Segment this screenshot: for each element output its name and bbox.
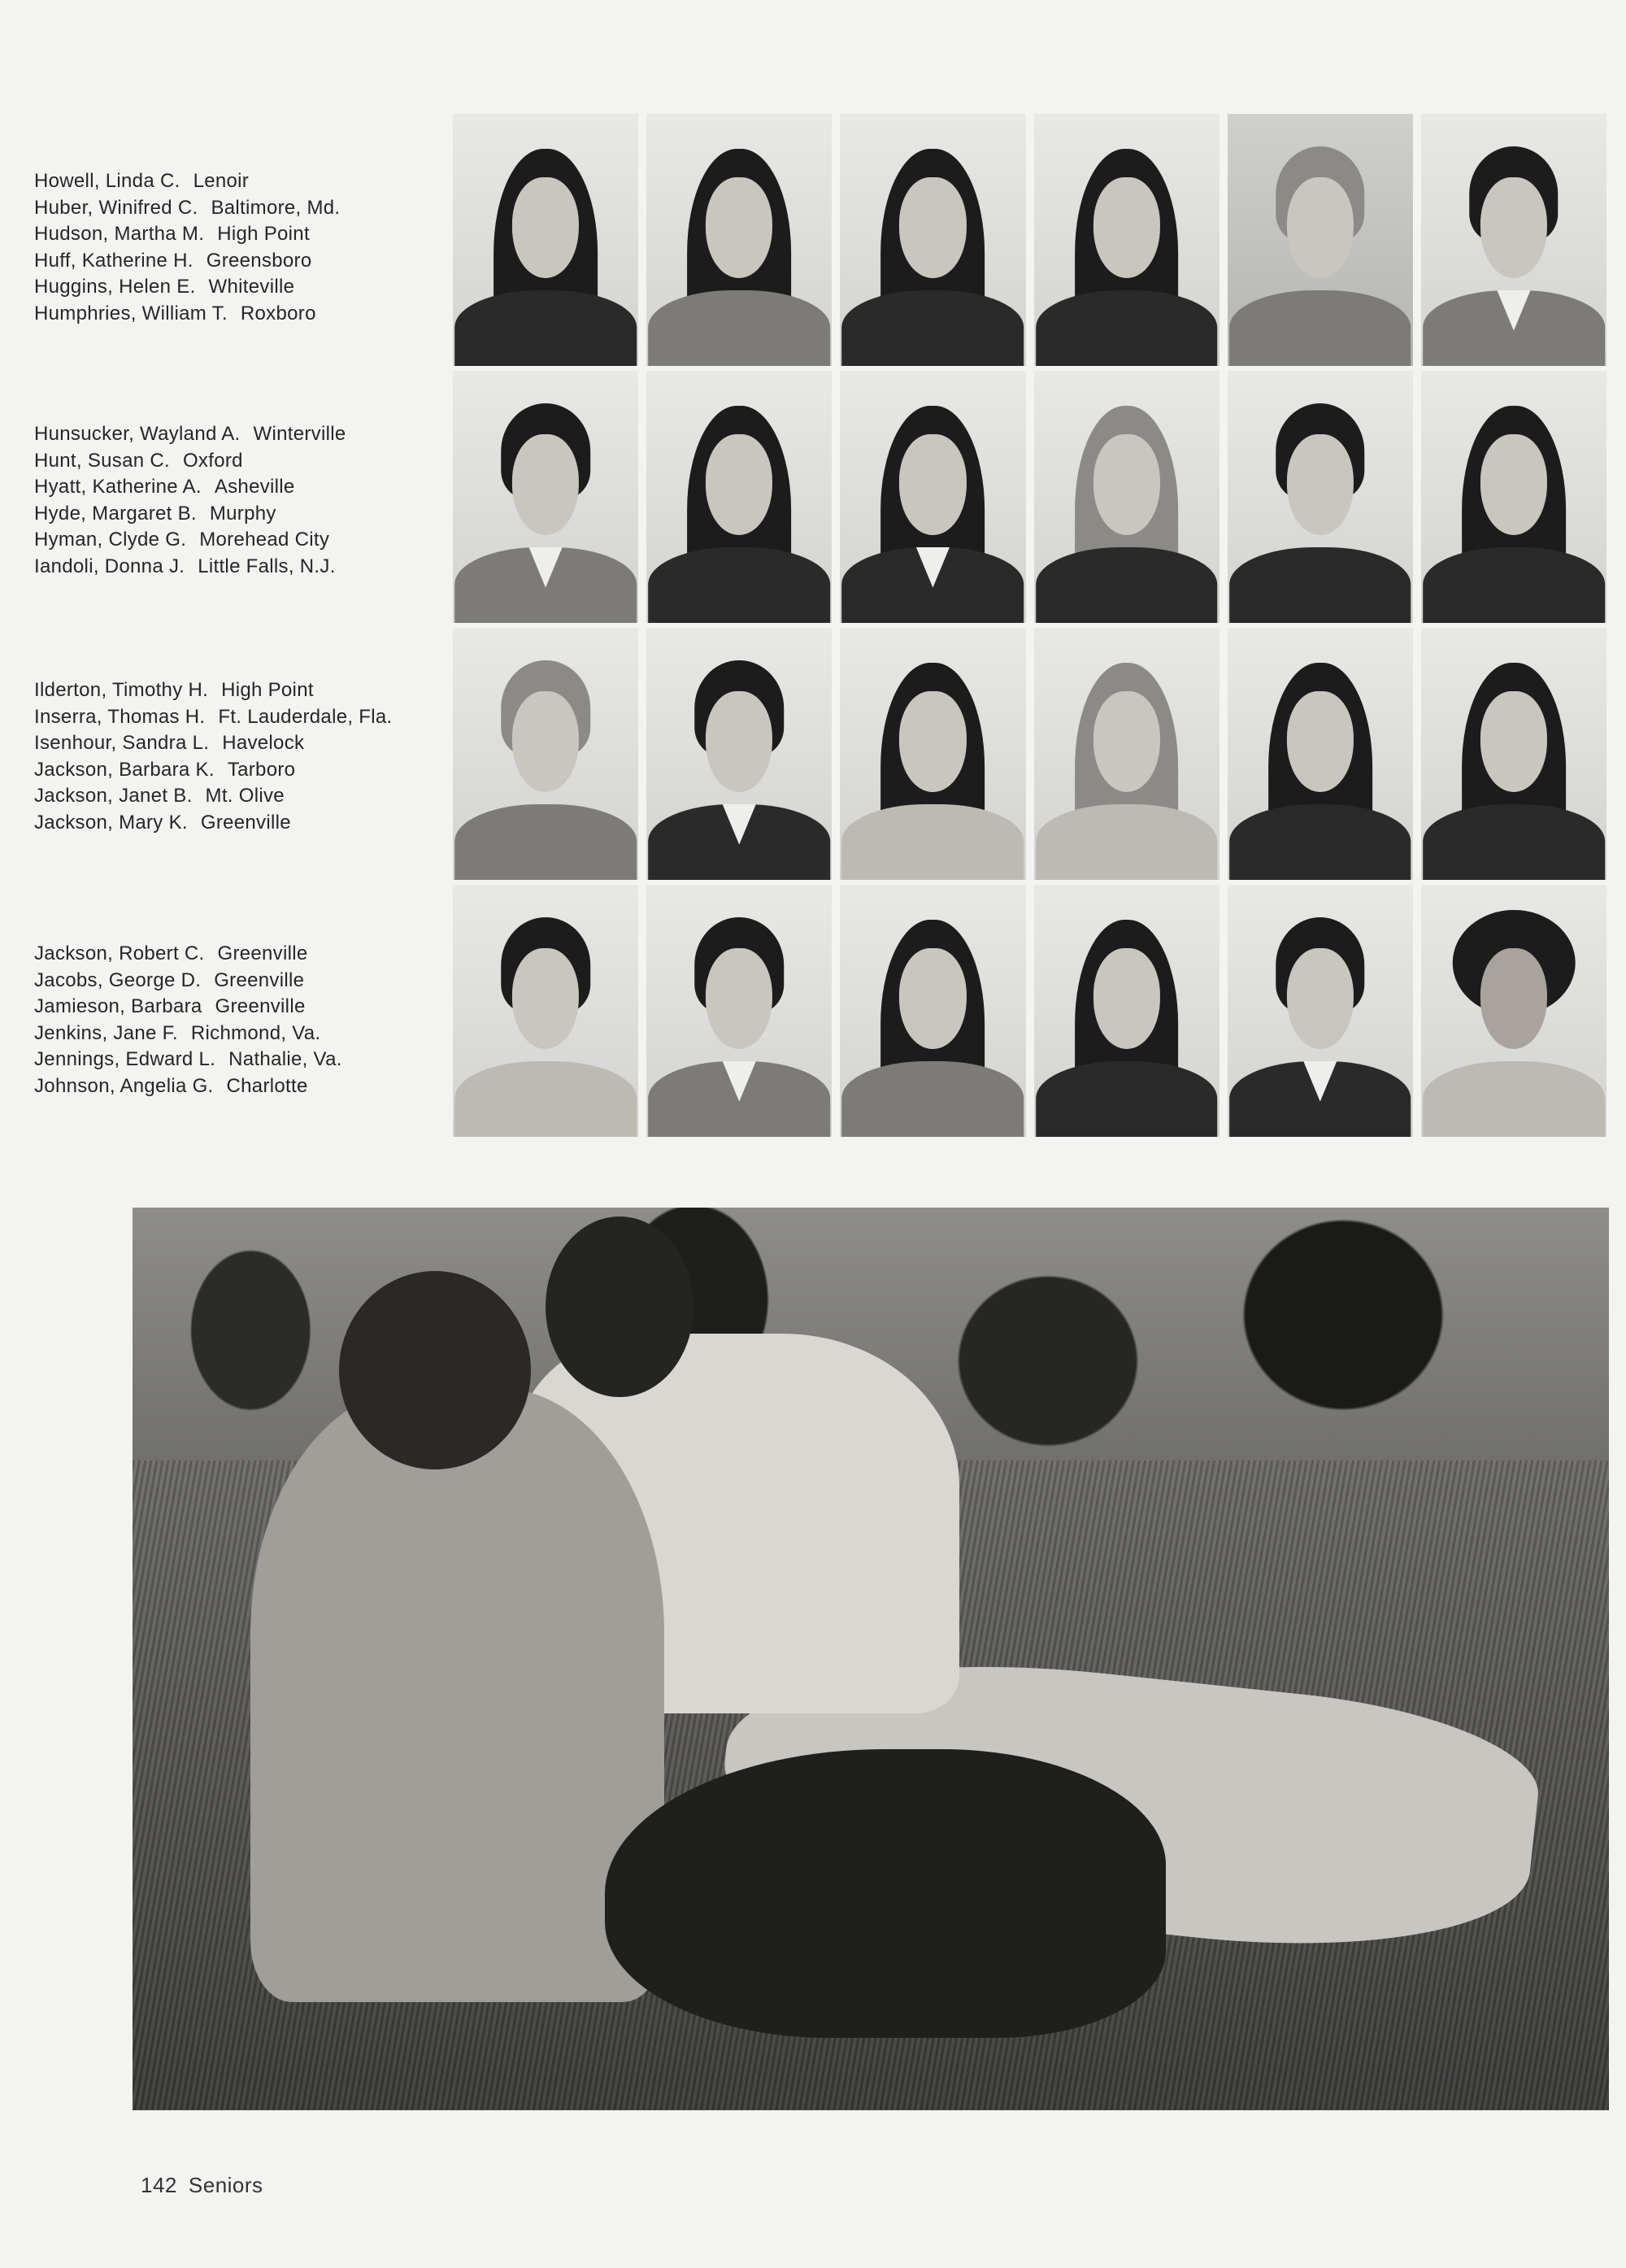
portrait-photo <box>1421 628 1606 880</box>
name-entry: Huff, Katherine H. Greensboro <box>34 249 312 272</box>
portrait-photo <box>646 371 832 623</box>
name-entry: Jackson, Barbara K. Tarboro <box>34 758 296 781</box>
name-entry: Isenhour, Sandra L. Havelock <box>34 732 305 754</box>
name-entry: Jackson, Mary K. Greenville <box>34 811 291 834</box>
portrait-photo <box>1034 628 1220 880</box>
name-entry: Ilderton, Timothy H. High Point <box>34 679 314 701</box>
portrait-photo <box>1228 371 1413 623</box>
portrait-photo <box>453 628 638 880</box>
name-entry: Jackson, Robert C. Greenville <box>34 942 308 964</box>
name-entry: Jamieson, Barbara Greenville <box>34 995 306 1017</box>
portrait-photo <box>840 885 1025 1137</box>
portrait-photo <box>453 371 638 623</box>
portrait-photo <box>1228 885 1413 1137</box>
name-entry: Humphries, William T. Roxboro <box>34 302 316 324</box>
portrait-photo <box>1034 371 1220 623</box>
name-entry: Jacobs, George D. Greenville <box>34 969 305 991</box>
portrait-photo <box>1228 628 1413 880</box>
portrait-photo <box>646 628 832 880</box>
portrait-photo <box>1421 371 1606 623</box>
portrait-photo <box>840 628 1025 880</box>
name-list-row-3 <box>34 677 441 836</box>
portrait-photo <box>840 114 1025 366</box>
name-entry: Hudson, Martha M. High Point <box>34 223 310 245</box>
page-footer <box>141 2173 263 2198</box>
portrait-row-3 <box>453 628 1606 880</box>
portrait-row-1 <box>453 114 1606 366</box>
name-list-row-4 <box>34 941 441 1099</box>
portrait-photo <box>453 114 638 366</box>
page-number: 142 <box>141 2173 177 2197</box>
portrait-row-2 <box>453 371 1606 623</box>
name-entry: Huber, Winifred C. Baltimore, Md. <box>34 196 341 219</box>
portrait-photo <box>1034 885 1220 1137</box>
candid-photo <box>133 1208 1609 2110</box>
section-label: Seniors <box>188 2173 263 2197</box>
name-entry: Jennings, Edward L. Nathalie, Va. <box>34 1048 342 1070</box>
name-entry: Inserra, Thomas H. Ft. Lauderdale, Fla. <box>34 705 393 728</box>
portrait-photo <box>1034 114 1220 366</box>
name-entry: Hyde, Margaret B. Murphy <box>34 502 276 525</box>
portrait-photo <box>453 885 638 1137</box>
name-entry: Johnson, Angelia G. Charlotte <box>34 1074 308 1097</box>
portrait-row-4 <box>453 885 1606 1137</box>
portrait-photo <box>646 885 832 1137</box>
name-entry: Howell, Linda C. Lenoir <box>34 170 250 192</box>
name-entry: Hyman, Clyde G. Morehead City <box>34 529 330 551</box>
name-entry: Jenkins, Jane F. Richmond, Va. <box>34 1021 321 1044</box>
portrait-photo <box>1228 114 1413 366</box>
name-list-row-2 <box>34 421 441 580</box>
name-entry: Iandoli, Donna J. Little Falls, N.J. <box>34 555 336 577</box>
name-entry: Jackson, Janet B. Mt. Olive <box>34 785 285 807</box>
portrait-photo <box>1421 885 1606 1137</box>
name-list-row-1 <box>34 168 441 327</box>
name-entry: Hunt, Susan C. Oxford <box>34 449 243 472</box>
name-entry: Hyatt, Katherine A. Asheville <box>34 476 295 498</box>
name-entry: Huggins, Helen E. Whiteville <box>34 276 295 298</box>
name-entry: Hunsucker, Wayland A. Winterville <box>34 423 346 445</box>
portrait-photo <box>646 114 832 366</box>
portrait-photo <box>1421 114 1606 366</box>
portrait-photo <box>840 371 1025 623</box>
